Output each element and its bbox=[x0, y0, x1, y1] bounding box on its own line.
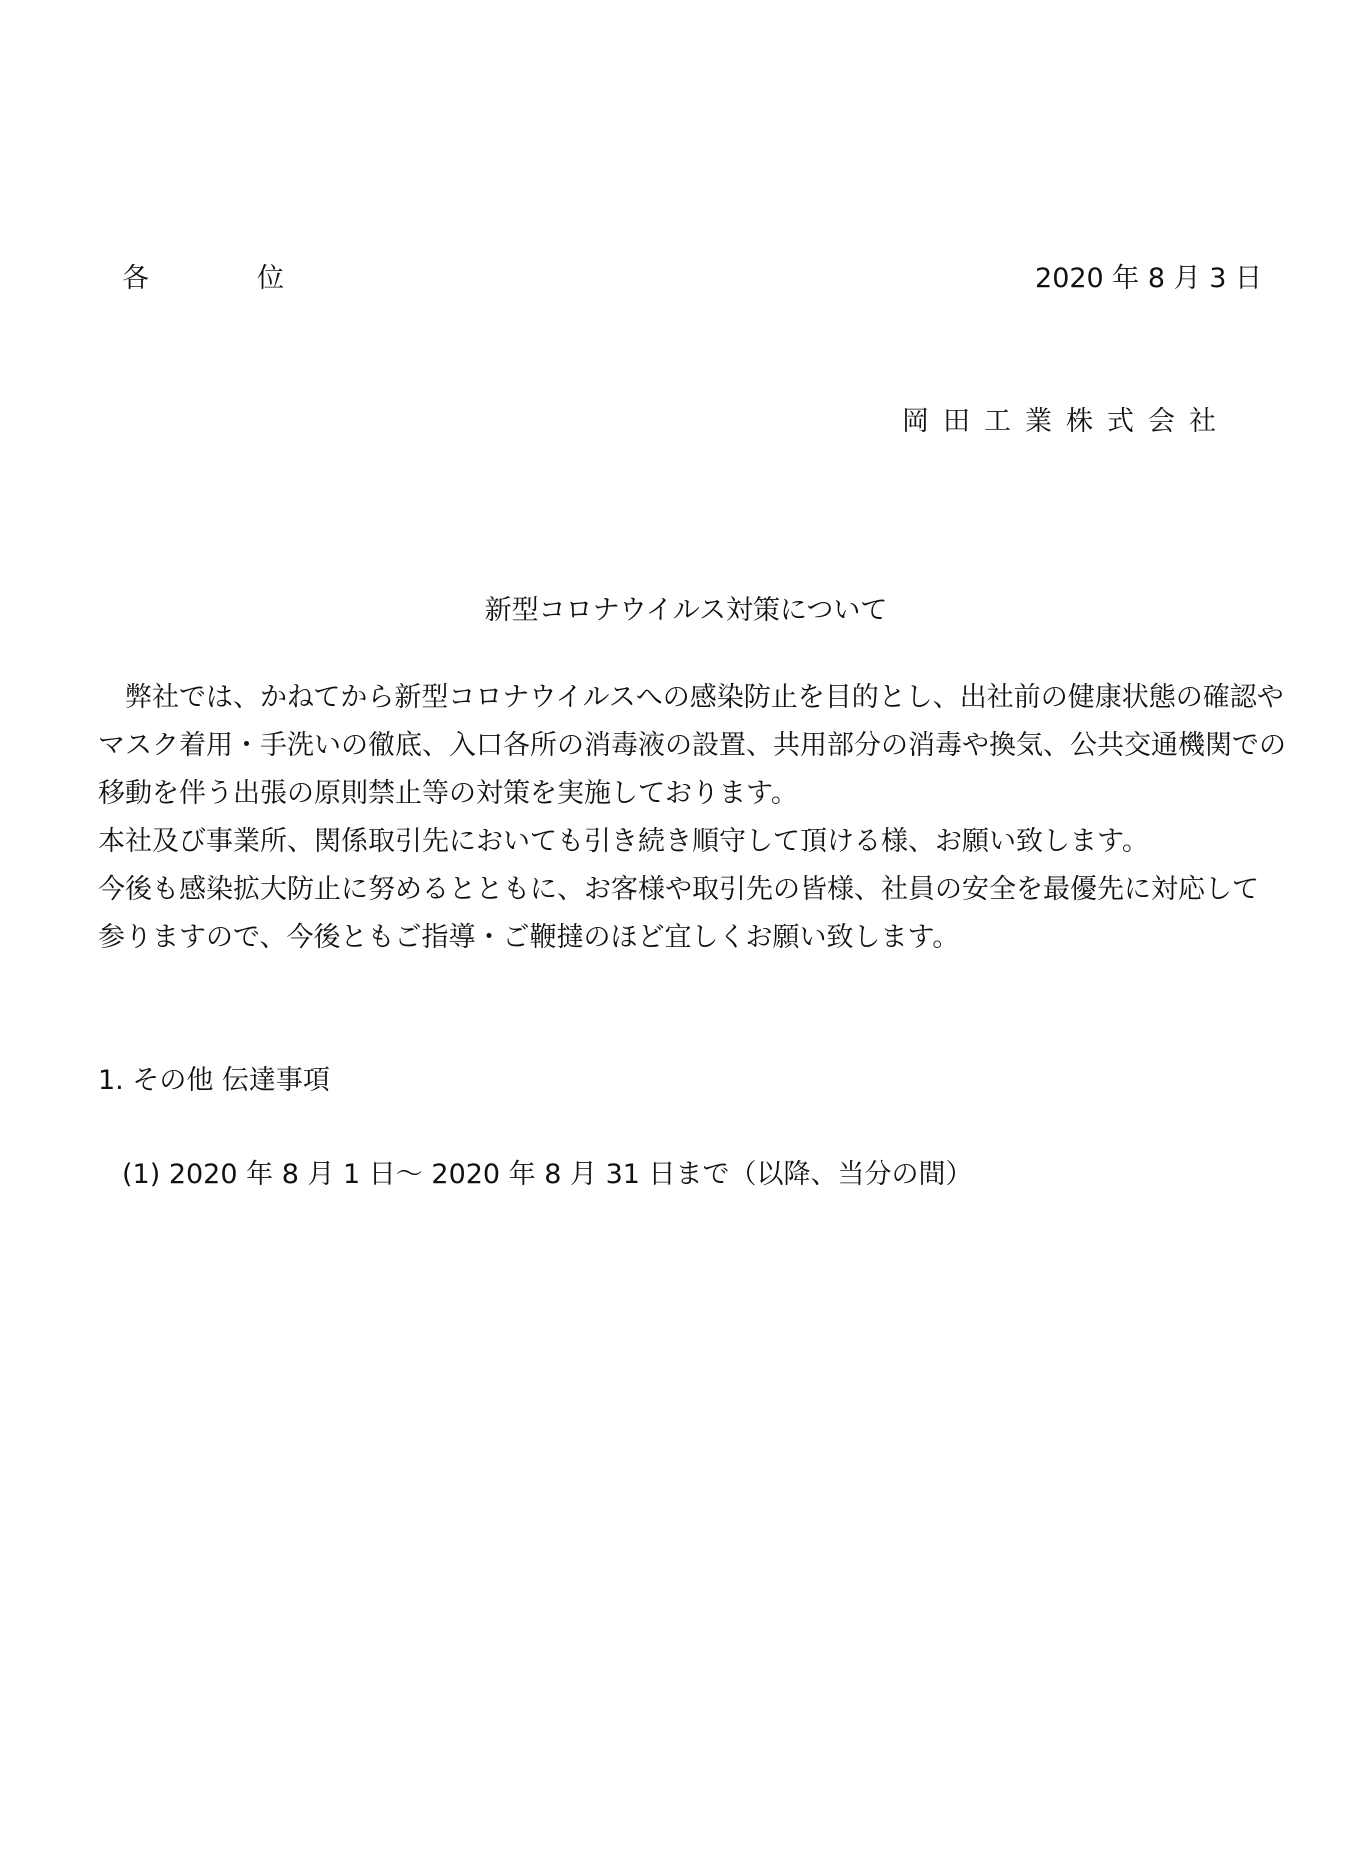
document-title: 新型コロナウイルス対策について bbox=[484, 595, 888, 626]
body-text bbox=[98, 674, 1338, 962]
body-line: 参りますので、今後ともご指導・ご鞭撻のほど宜しくお願い致します。 bbox=[98, 922, 960, 953]
company-name: 岡田工業株式会社 bbox=[902, 406, 1230, 437]
body-line: 今後も感染拡大防止に努めるとともに、お客様や取引先の皆様、社員の安全を最優先に対応して bbox=[98, 874, 1259, 905]
body-line: 弊社では、かねてから新型コロナウイルスへの感染防止を目的とし、出社前の健康状態の確認や bbox=[98, 682, 1284, 713]
body-line: 移動を伴う出張の原則禁止等の対策を実施しております。 bbox=[98, 778, 798, 809]
section-heading: 1. その他 伝達事項 bbox=[98, 1065, 330, 1096]
addressee: 各 位 bbox=[122, 263, 284, 294]
document-date: 2020 年 8 月 3 日 bbox=[1035, 263, 1262, 294]
body-line: 本社及び事業所、関係取引先においても引き続き順守して頂ける様、お願い致します。 bbox=[98, 826, 1149, 857]
body-line: マスク着用・手洗いの徹底、入口各所の消毒液の設置、共用部分の消毒や換気、公共交通機関での bbox=[98, 730, 1286, 761]
period-item: (1) 2020 年 8 月 1 日～ 2020 年 8 月 31 日まで（以降、当分の間） bbox=[122, 1159, 973, 1190]
